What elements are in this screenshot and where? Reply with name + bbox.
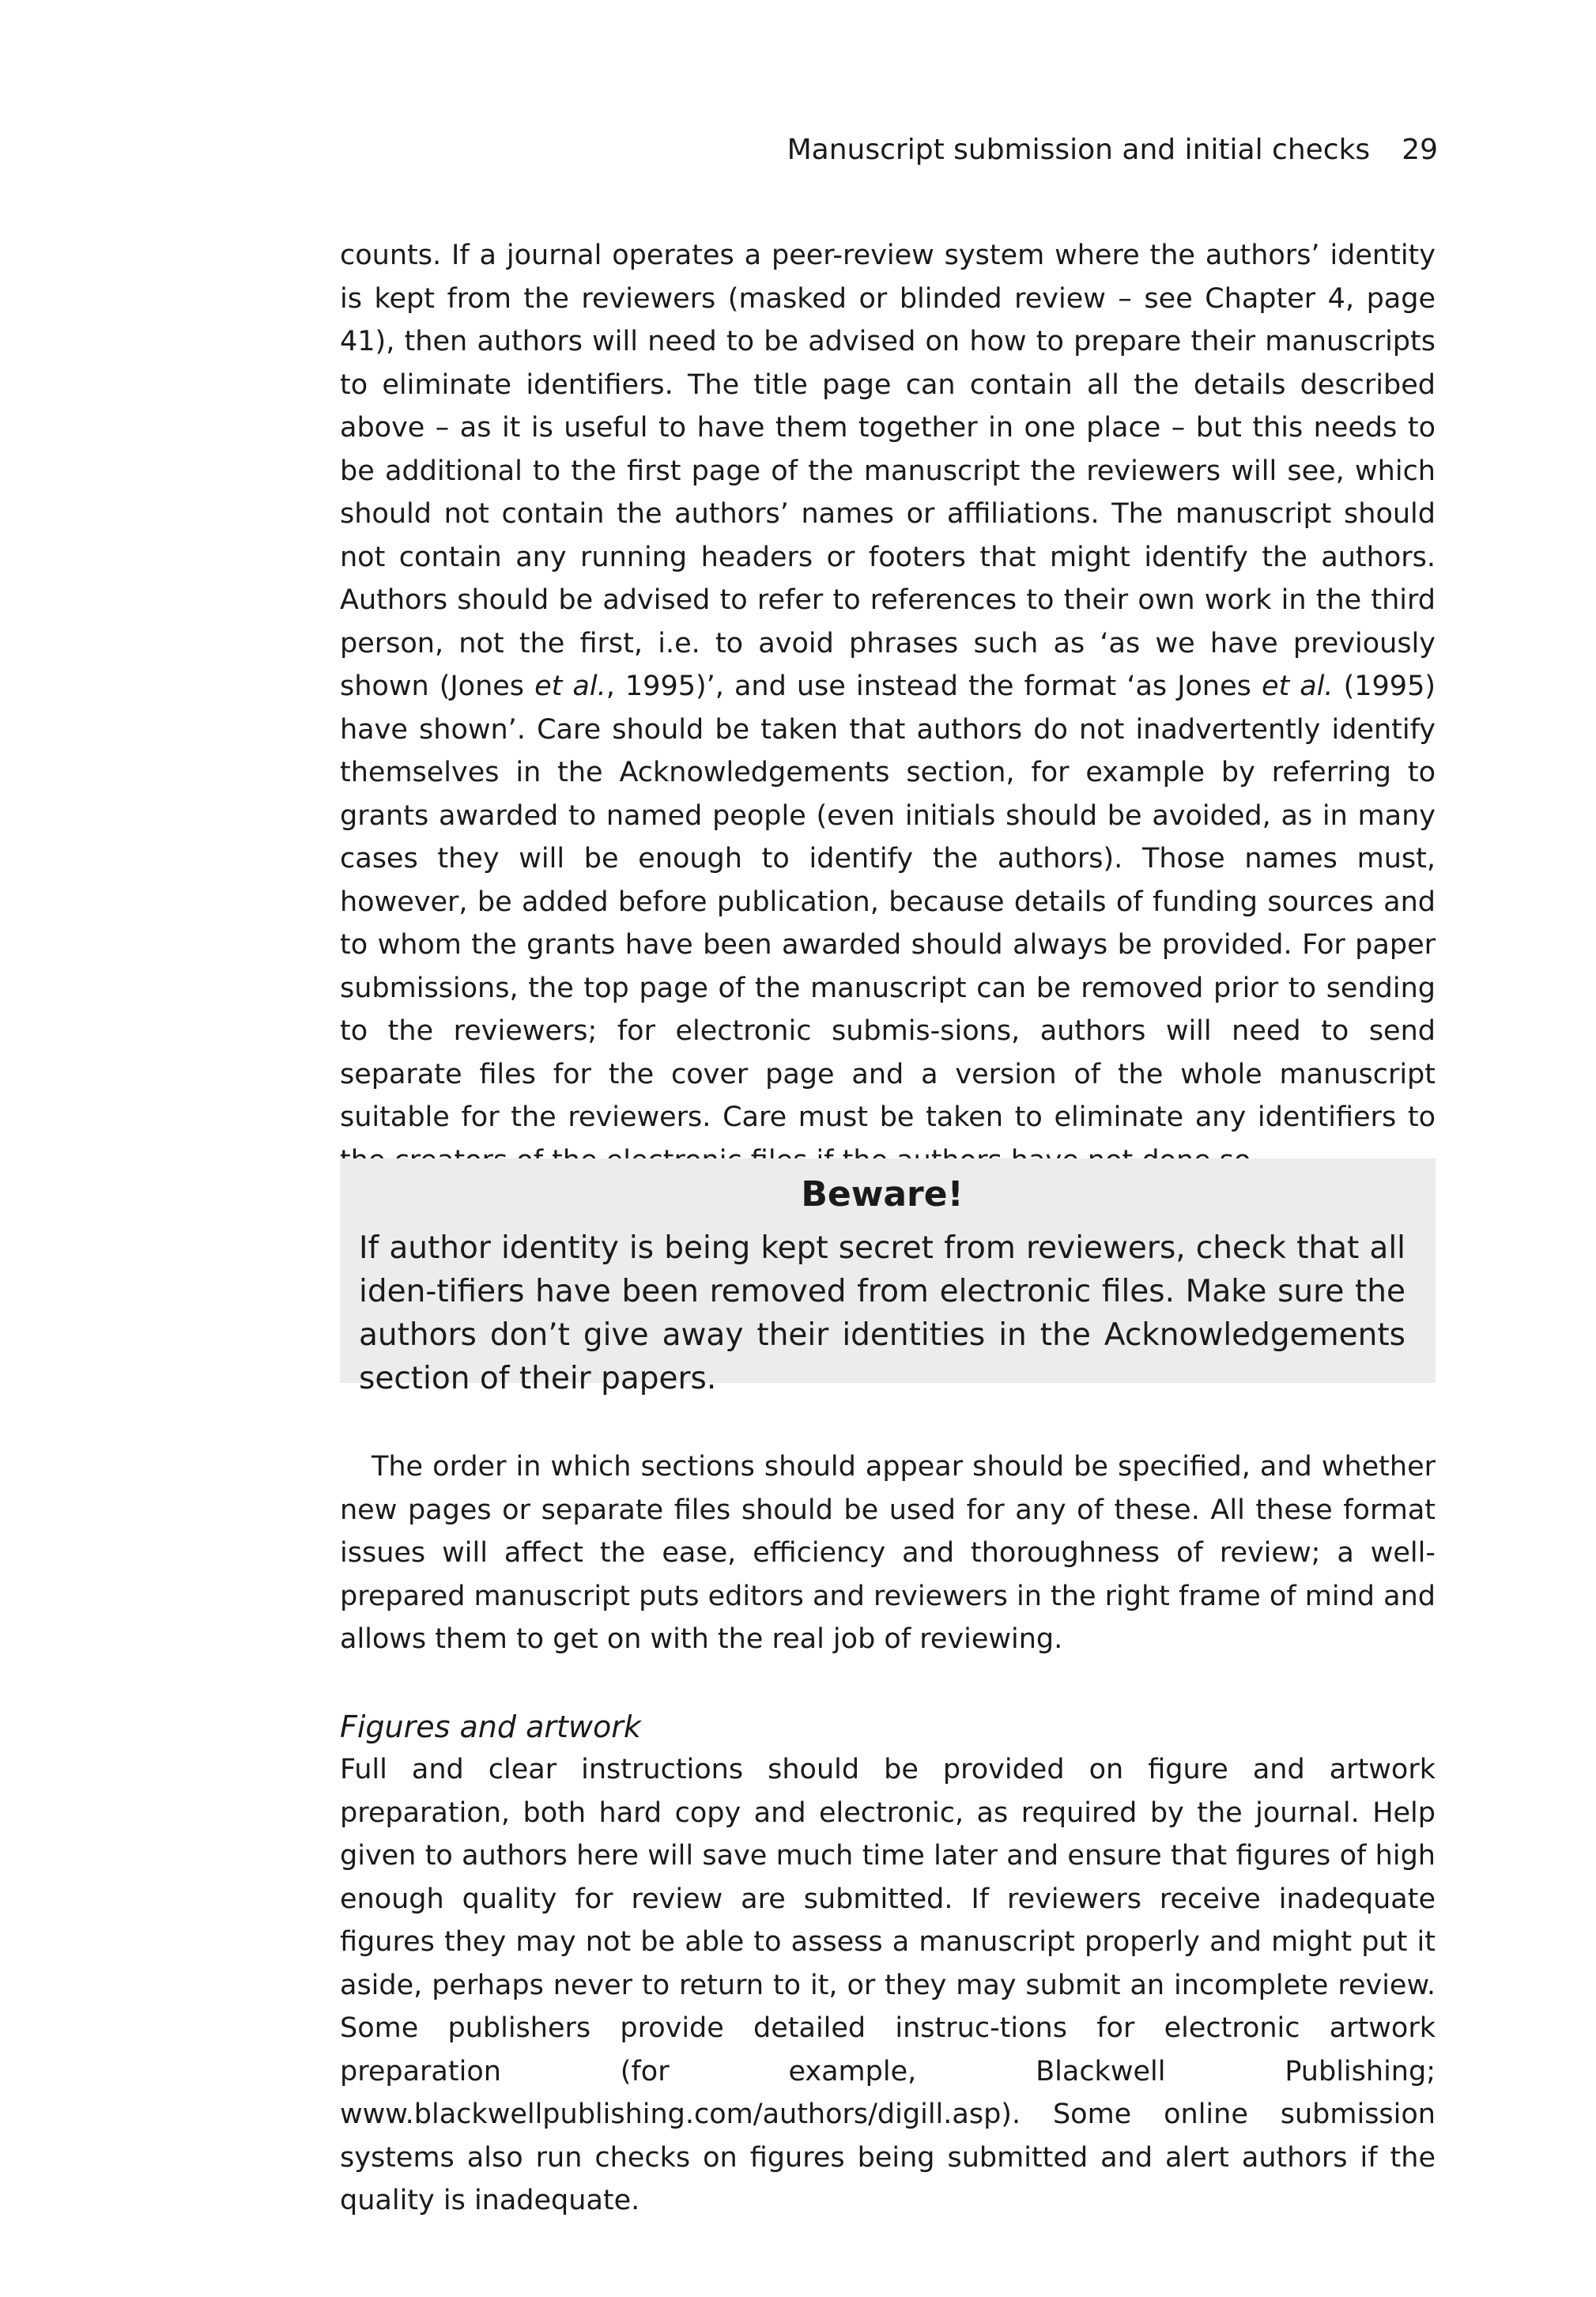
running-title: Manuscript submission and initial checks bbox=[787, 134, 1371, 166]
paragraph-text-c: (1995) have shown’. Care should be taken that authors do not inadvertently identify themselves in the Acknowledgements section, for example by referring to grants awarded to named people (even initials should be avoided, as in many cases they will be enough to identify the authors). Those names must, however, be added before publication, because details of funding sources and to whom the grants have been awarded should always be provided. For paper submissions, the top page of the manuscript can be removed prior to sending to the reviewers; for electronic submis-sions, authors will need to send separate files for the cover page and a version of the whole manuscript suitable for the reviewers. Care must be taken to eliminate any identifiers to bbox=[340, 671, 1436, 1133]
paragraph-text-a: counts. If a journal operates a peer-review system where the authors’ identity is kept from the reviewers (masked or blinded review – see Chapter 4, page 41), then authors will need to be advised on how to prepare their manuscripts to eliminate identifiers. The title page can contain all the details described above – as it is useful to have them together in one place – but this needs to be additional to the first page of the manuscript the reviewers will see, which should not contain the authors’ names or affiliations. The manuscript should not contain any running headers or footers that might identify the authors. Authors should be advised to refer to references to their own work in the third person, not the first, i.e. to avoid phrases such as ‘as we have previously shown (Jones bbox=[340, 240, 1436, 702]
running-header bbox=[787, 133, 1438, 168]
paragraph-identity-masking bbox=[340, 234, 1436, 1182]
paragraph-text-b: , 1995)’, and use instead the format ‘as Jones bbox=[606, 671, 1262, 702]
beware-callout-box bbox=[340, 1158, 1436, 1396]
paragraph-section-order: The order in which sections should appear should be specified, and whether new pages or separate files should be used for any of these. All these format issues will affect the ease, efficiency and thoroughness of review; a well-prepared manuscript puts editors and reviewers in the right frame of mind and allows them to get on with the real job of reviewing. bbox=[340, 1451, 1436, 1655]
beware-title: Beware! bbox=[801, 1174, 964, 1215]
section-heading-figures: Figures and artwork bbox=[340, 1710, 641, 1744]
page-number: 29 bbox=[1402, 134, 1438, 166]
beware-text: If author identity is being kept secret from reviewers, check that all iden-tifiers have been removed from electronic files. Make sure the authors don’t give away their identities in the Acknowledgements section of their papers. bbox=[359, 1230, 1405, 1396]
italic-et-al-1: et al. bbox=[534, 671, 606, 702]
paragraph-figures-artwork: Full and clear instructions should be provided on figure and artwork preparation, both hard copy and electronic, as required by the journal. Help given to authors here will save much time later and ensure that figures of high enough quality for review are submitted. If reviewers receive inadequate figures they may not be able to assess a manuscript properly and might put it aside, perhaps never to return to it, or they may submit an incomplete review. Some publishers provide detailed instruc-tions for electronic artwork preparation (for example, Blackwell Publishing; www.blackwellpublishing.com/authors/digill.asp). Some online submission systems also run checks on figures being submitted and alert authors if the quality is inadequate. bbox=[340, 1754, 1436, 2216]
italic-et-al-2: et al. bbox=[1261, 671, 1334, 702]
